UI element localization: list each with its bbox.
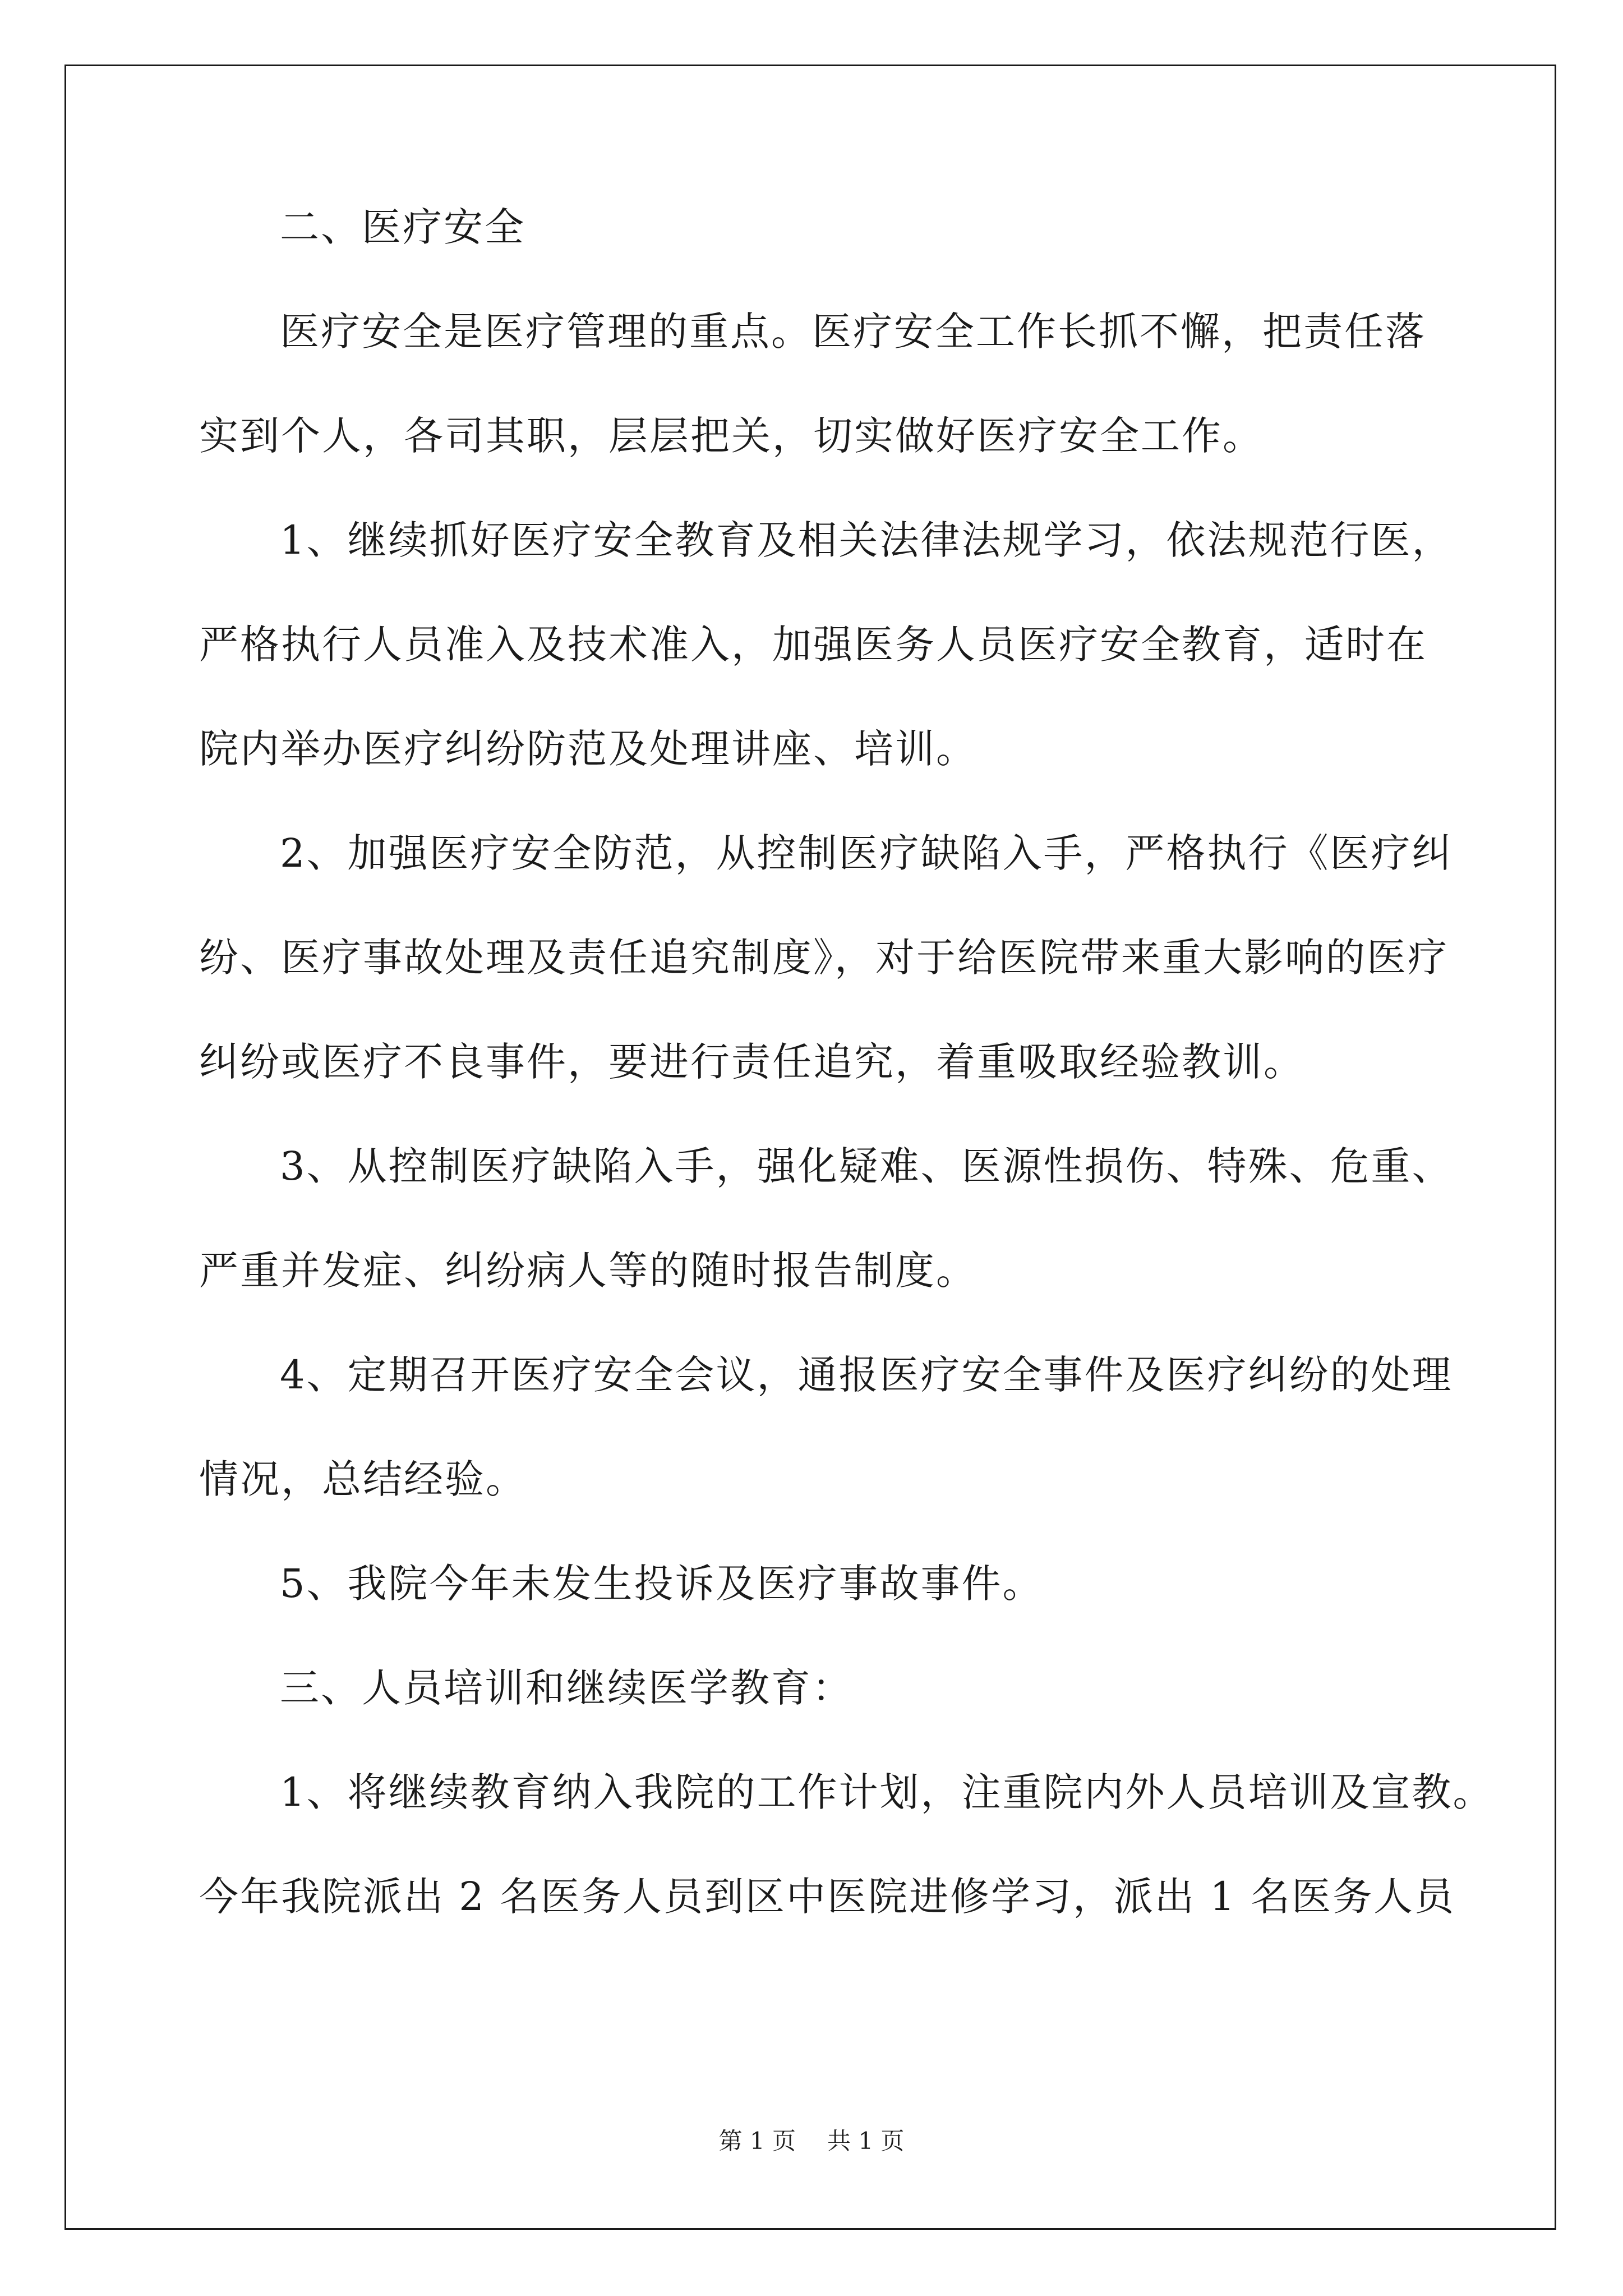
- list-item-5-line: 5、我院今年未发生投诉及医疗事故事件。: [280, 1561, 1044, 1607]
- page-number: 第 1 页: [718, 2127, 796, 2155]
- paragraph-line: 实到个人，各司其职，层层把关，切实做好医疗安全工作。: [199, 413, 1264, 459]
- page-footer: [0, 2127, 1623, 2155]
- list-item-1-line: 院内举办医疗纠纷防范及处理讲座、培训。: [199, 726, 977, 772]
- section-heading-training: 三、人员培训和继续医学教育：: [280, 1665, 853, 1711]
- list-item-1-line: 严格执行人员准入及技术准入，加强医务人员医疗安全教育，适时在: [199, 622, 1427, 668]
- list-item-4-line: 4、定期召开医疗安全会议，通报医疗安全事件及医疗纠纷的处理: [280, 1352, 1453, 1398]
- list-item-2-line: 2、加强医疗安全防范，从控制医疗缺陷入手，严格执行《医疗纠: [280, 830, 1453, 876]
- list-item-2-line: 纷、医疗事故处理及责任追究制度》，对于给医院带来重大影响的医疗: [199, 935, 1449, 981]
- list-item-3-line: 严重并发症、纠纷病人等的随时报告制度。: [199, 1248, 977, 1294]
- paragraph-line: 医疗安全是医疗管理的重点。医疗安全工作长抓不懈，把责任落: [280, 309, 1426, 355]
- list-item-2-line: 纠纷或医疗不良事件，要进行责任追究，着重吸取经验教训。: [199, 1039, 1304, 1085]
- list-item-1-line: 1、继续抓好医疗安全教育及相关法律法规学习，依法规范行医，: [280, 517, 1453, 563]
- training-item-1-line: 今年我院派出 2 名医务人员到区中医院进修学习，派出 1 名医务人员: [199, 1874, 1456, 1920]
- training-item-1-line: 1、将继续教育纳入我院的工作计划，注重院内外人员培训及宣教。: [280, 1769, 1494, 1815]
- section-heading-medical-safety: 二、医疗安全: [280, 204, 525, 250]
- list-item-3-line: 3、从控制医疗缺陷入手，强化疑难、医源性损伤、特殊、危重、: [280, 1143, 1453, 1189]
- page-total: 共 1 页: [827, 2127, 905, 2155]
- list-item-4-line: 情况，总结经验。: [199, 1456, 527, 1502]
- document-body: [199, 204, 1494, 1981]
